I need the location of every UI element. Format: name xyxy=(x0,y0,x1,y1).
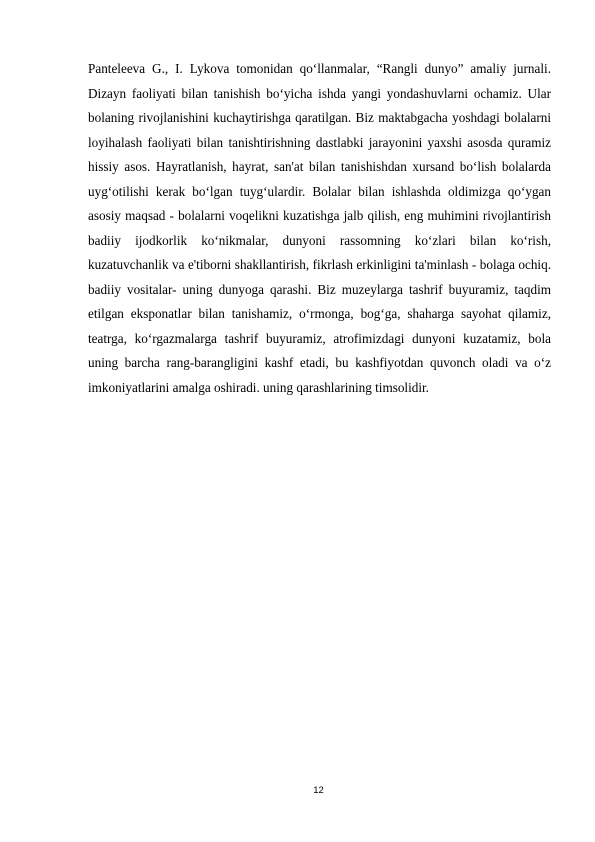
body-paragraph: Panteleeva G., I. Lykova tomonidan qo‘llanmalar, “Rangli dunyo” amaliy jurnali. Dizayn faoliyati bilan tanishish bo‘yicha ishda yangi yondashuvlarni ochamiz. Ular bolaning rivojlanishini kuchaytirishga qaratilgan. Biz maktabgacha yoshdagi bolalarni loyihalash faoliyati bilan tanishtirishning dastlabki jarayonini yaxshi asosda quramiz hissiy asos. Hayratlanish, hayrat, san'at bilan tanishishdan xursand bo‘lish bolalarda uyg‘otilishi kerak bo‘lgan tuyg‘ulardir. Bolalar bilan ishlashda oldimizga qo‘ygan asosiy maqsad - bolalarni voqelikni kuzatishga jalb qilish, eng muhimini rivojlantirish badiiy ijodkorlik ko‘nikmalar, dunyoni rassomning ko‘zlari bilan ko‘rish, kuzatuvchanlik va e'tiborni shakllantirish, fikrlash erkinligini ta'minlash - bolaga ochiq. badiiy vositalar- uning dunyoga qarashi. Biz muzeylarga tashrif buyuramiz, taqdim etilgan eksponatlar bilan tanishamiz, o‘rmonga, bog‘ga, shaharga sayohat qilamiz, teatrga, ko‘rgazmalarga tashrif buyuramiz, atrofimizdagi dunyoni kuzatamiz, bola uning barcha rang-barangligini kashf etadi, bu kashfiyotdan quvonch oladi va o‘z imkoniyatlarini amalga oshiradi. uning qarashlarining timsolidir. xyxy=(88,61,551,395)
page-number: 12 xyxy=(313,785,324,796)
